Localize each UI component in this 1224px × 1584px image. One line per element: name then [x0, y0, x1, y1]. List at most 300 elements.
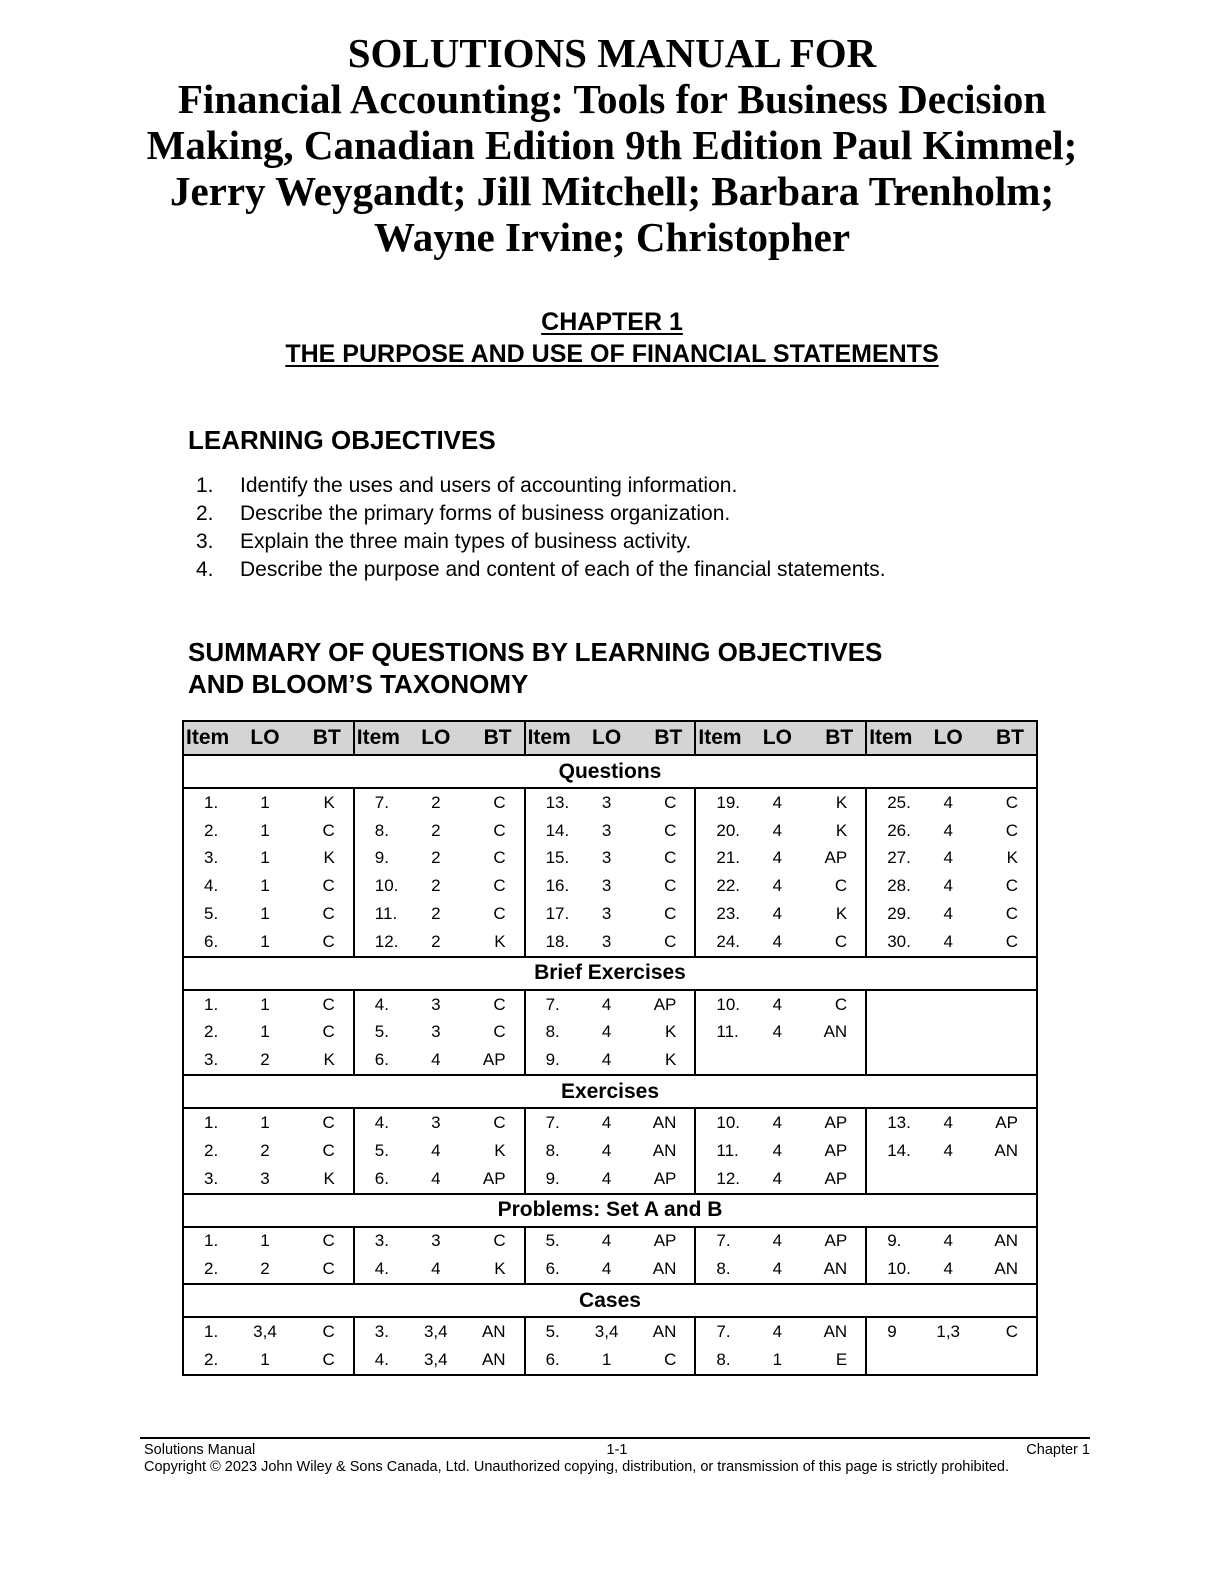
cell-item: 19. — [695, 788, 753, 817]
cell-bt: K — [289, 1165, 354, 1194]
cell-item: 12. — [354, 928, 412, 957]
cell-bt — [972, 1046, 1037, 1075]
cell-bt: C — [972, 872, 1037, 900]
cell-bt: C — [289, 1137, 354, 1165]
page-footer — [144, 1442, 1090, 1476]
cell-bt: C — [460, 817, 525, 845]
cell-lo: 4 — [943, 820, 953, 840]
cell-lo: 4 — [772, 876, 783, 896]
cell-bt: AN — [972, 1255, 1037, 1284]
cell-bt: AN — [460, 1317, 525, 1346]
cell-lo: 3,4 — [412, 1346, 460, 1375]
cell-bt: AN — [631, 1137, 696, 1165]
cell-lo: 3 — [601, 848, 612, 868]
cell-lo: 3 — [431, 1113, 441, 1133]
cell-item: 7. — [695, 1227, 753, 1256]
cell-bt: C — [972, 900, 1037, 928]
cell-item: 8. — [525, 1019, 583, 1047]
cell-lo: 1 — [260, 1231, 270, 1251]
cell-item: 25. — [866, 788, 924, 817]
cell-bt: AP — [631, 990, 696, 1019]
cell-bt — [972, 1165, 1037, 1194]
cell-item — [866, 1346, 924, 1375]
cell-item: 11. — [695, 1137, 753, 1165]
table-row — [183, 1108, 1037, 1137]
cell-bt: AN — [972, 1227, 1037, 1256]
cell-item: 3. — [354, 1227, 412, 1256]
cell-item: 11. — [695, 1019, 753, 1047]
cell-lo: 4 — [601, 1113, 612, 1133]
cell-item: 17. — [525, 900, 583, 928]
cell-item: 27. — [866, 845, 924, 873]
cell-item: 14. — [866, 1137, 924, 1165]
cell-item: 22. — [695, 872, 753, 900]
cell-lo: 4 — [772, 1231, 783, 1251]
cell-lo: 4 — [943, 876, 953, 896]
cell-item — [866, 1019, 924, 1047]
cell-bt: C — [631, 928, 696, 957]
cell-bt: C — [972, 817, 1037, 845]
cell-lo: 1 — [260, 848, 270, 868]
table-row — [183, 990, 1037, 1019]
title-line-4: Jerry Weygandt; Jill Mitchell; Barbara Trenholm; — [169, 168, 1055, 214]
cell-bt: C — [289, 1019, 354, 1047]
table-row — [183, 1137, 1037, 1165]
cell-lo: 1 — [260, 1113, 270, 1133]
cell-lo: 1 — [260, 994, 270, 1014]
cell-bt: K — [460, 1255, 525, 1284]
section-header-row — [183, 1075, 1037, 1108]
cell-lo: 4 — [772, 994, 783, 1014]
cell-lo: 4 — [943, 904, 953, 924]
cell-item: 14. — [525, 817, 583, 845]
cell-bt: C — [289, 872, 354, 900]
cell-bt: E — [801, 1346, 866, 1375]
cell-lo: 4 — [943, 1231, 953, 1251]
cell-lo: 4 — [412, 1046, 460, 1075]
cell-item: 6. — [183, 928, 241, 957]
cell-lo: 3 — [431, 994, 441, 1014]
column-header-bt: BT — [289, 721, 354, 755]
cell-bt: AN — [460, 1346, 525, 1375]
column-header-item: Item — [183, 721, 241, 755]
cell-bt: AP — [801, 1165, 866, 1194]
table-row — [183, 1165, 1037, 1194]
cell-item — [866, 1046, 924, 1075]
cell-item: 8. — [695, 1346, 753, 1375]
section-title: Questions — [183, 755, 1037, 788]
cell-item: 23. — [695, 900, 753, 928]
section-title: Problems: Set A and B — [183, 1194, 1037, 1227]
cell-bt: K — [460, 928, 525, 957]
document-title — [60, 30, 1164, 260]
section-title: Exercises — [183, 1075, 1037, 1108]
cell-item: 9. — [525, 1046, 583, 1075]
cell-item: 9. — [354, 845, 412, 873]
cell-item: 6. — [354, 1165, 412, 1194]
table-row — [183, 1227, 1037, 1256]
cell-item: 9. — [525, 1165, 583, 1194]
table-row — [183, 1255, 1037, 1284]
cell-lo: 1 — [753, 1346, 801, 1375]
cell-bt: C — [289, 817, 354, 845]
cell-bt: C — [801, 872, 866, 900]
cell-item: 5. — [525, 1227, 583, 1256]
cell-bt: AN — [631, 1317, 696, 1346]
cell-bt: K — [631, 1019, 696, 1047]
learning-objectives-list — [196, 472, 886, 584]
blooms-taxonomy-table — [182, 720, 1038, 1376]
cell-item: 9. — [866, 1227, 924, 1256]
cell-lo — [924, 1019, 972, 1047]
cell-lo: 2 — [412, 928, 460, 957]
cell-bt: AN — [631, 1108, 696, 1137]
column-header-item: Item — [525, 721, 583, 755]
cell-lo — [924, 1346, 972, 1375]
list-item: 3. Explain the three main types of business activity. — [196, 530, 692, 553]
cell-lo: 3,4 — [253, 1322, 277, 1342]
cell-bt: C — [631, 788, 696, 817]
cell-bt — [972, 990, 1037, 1019]
cell-item: 24. — [695, 928, 753, 957]
cell-lo: 4 — [753, 928, 801, 957]
cell-lo: 3 — [583, 928, 631, 957]
cell-bt — [972, 1346, 1037, 1375]
cell-bt: AP — [801, 845, 866, 873]
cell-bt: AP — [460, 1165, 525, 1194]
cell-bt: AN — [631, 1255, 696, 1284]
section-title: Brief Exercises — [183, 957, 1037, 990]
cell-bt: C — [289, 1317, 354, 1346]
chapter-number: CHAPTER 1 — [541, 308, 683, 336]
cell-bt: K — [289, 845, 354, 873]
cell-item: 4. — [354, 990, 412, 1019]
cell-bt: C — [972, 928, 1037, 957]
cell-lo: 4 — [772, 904, 783, 924]
section-title: Cases — [183, 1284, 1037, 1317]
cell-item: 6. — [525, 1346, 583, 1375]
cell-lo: 4 — [772, 1322, 783, 1342]
cell-lo — [924, 1046, 972, 1075]
footer-right: Chapter 1 — [1026, 1442, 1090, 1458]
chapter-heading — [60, 306, 1164, 370]
cell-lo: 4 — [943, 848, 953, 868]
summary-heading: SUMMARY OF QUESTIONS BY LEARNING OBJECTIVES AND BLOOM’S TAXONOMY — [188, 637, 883, 699]
cell-item: 1. — [183, 788, 241, 817]
cell-item: 13. — [866, 1108, 924, 1137]
cell-bt: C — [460, 990, 525, 1019]
column-header-lo: LO — [753, 721, 801, 755]
column-header-bt: BT — [972, 721, 1037, 755]
chapter-name: THE PURPOSE AND USE OF FINANCIAL STATEMENTS — [285, 340, 939, 368]
cell-item: 4. — [183, 872, 241, 900]
cell-lo: 4 — [943, 1140, 953, 1160]
copyright-notice: Copyright © 2023 John Wiley & Sons Canada, Ltd. Unauthorized copying, distribution, or transmission of this page is strictly prohibited. — [144, 1459, 1010, 1475]
cell-bt: K — [289, 1046, 354, 1075]
cell-bt: K — [972, 845, 1037, 873]
title-line-5: Wayne Irvine; Christopher — [373, 214, 851, 260]
cell-bt: C — [289, 990, 354, 1019]
cell-bt — [801, 1046, 866, 1075]
cell-lo: 2 — [241, 1255, 289, 1284]
cell-lo: 1 — [583, 1346, 631, 1375]
cell-item: 20. — [695, 817, 753, 845]
table-row — [183, 817, 1037, 845]
cell-item: 13. — [525, 788, 583, 817]
table-row — [183, 900, 1037, 928]
cell-item: 10. — [354, 872, 412, 900]
cell-lo: 3,4 — [594, 1322, 619, 1342]
cell-item: 4. — [354, 1346, 412, 1375]
cell-bt: C — [460, 900, 525, 928]
cell-lo: 4 — [943, 1113, 953, 1133]
cell-item: 3. — [183, 845, 241, 873]
cell-item: 30. — [866, 928, 924, 957]
cell-bt: C — [972, 1317, 1037, 1346]
cell-lo: 4 — [924, 1255, 972, 1284]
cell-lo: 4 — [943, 792, 953, 812]
cell-bt: AP — [801, 1227, 866, 1256]
cell-lo — [924, 1165, 972, 1194]
cell-lo: 3 — [601, 792, 612, 812]
cell-item: 7. — [525, 1108, 583, 1137]
cell-item: 10. — [695, 990, 753, 1019]
cell-item: 1. — [183, 1108, 241, 1137]
cell-item — [866, 1165, 924, 1194]
cell-bt: AP — [460, 1046, 525, 1075]
cell-item — [695, 1046, 753, 1075]
cell-lo: 3 — [601, 820, 612, 840]
column-header-item: Item — [866, 721, 924, 755]
cell-bt: C — [289, 1108, 354, 1137]
cell-bt: AP — [631, 1227, 696, 1256]
cell-lo: 3 — [241, 1165, 289, 1194]
table-header-row — [183, 721, 1037, 755]
cell-bt: C — [289, 928, 354, 957]
column-header-item: Item — [354, 721, 412, 755]
cell-lo: 3 — [601, 904, 612, 924]
cell-item: 8. — [525, 1137, 583, 1165]
cell-item: 2. — [183, 1346, 241, 1375]
cell-bt: K — [289, 788, 354, 817]
cell-lo: 3,4 — [423, 1322, 448, 1342]
cell-item: 4. — [354, 1108, 412, 1137]
cell-bt: C — [289, 1346, 354, 1375]
cell-item: 1. — [183, 1227, 241, 1256]
cell-item: 15. — [525, 845, 583, 873]
cell-bt: C — [289, 1255, 354, 1284]
cell-lo: 4 — [601, 1022, 612, 1042]
cell-bt: C — [460, 788, 525, 817]
cell-bt: AN — [801, 1019, 866, 1047]
section-header-row — [183, 1284, 1037, 1317]
cell-lo: 2 — [431, 820, 441, 840]
cell-lo: 3 — [431, 1231, 441, 1251]
table-body — [183, 755, 1037, 1375]
table-row — [183, 928, 1037, 957]
cell-lo: 4 — [924, 928, 972, 957]
cell-item: 7. — [695, 1317, 753, 1346]
footer-left: Solutions Manual — [144, 1442, 256, 1458]
cell-lo: 4 — [601, 1231, 612, 1251]
cell-bt: C — [801, 990, 866, 1019]
table-row — [183, 1317, 1037, 1346]
cell-lo: 4 — [412, 1255, 460, 1284]
cell-lo: 1,3 — [936, 1322, 960, 1342]
cell-lo: 4 — [772, 820, 783, 840]
cell-lo: 3 — [431, 1022, 441, 1042]
cell-lo: 1 — [260, 792, 270, 812]
cell-lo: 4 — [772, 1113, 783, 1133]
cell-item: 8. — [695, 1255, 753, 1284]
cell-bt: K — [801, 900, 866, 928]
cell-bt: K — [801, 817, 866, 845]
cell-bt: C — [801, 928, 866, 957]
column-header-item: Item — [695, 721, 753, 755]
column-header-lo: LO — [241, 721, 289, 755]
column-header-bt: BT — [460, 721, 525, 755]
cell-lo: 1 — [260, 876, 270, 896]
cell-lo: 4 — [772, 792, 783, 812]
cell-bt: C — [972, 788, 1037, 817]
cell-bt: C — [460, 1019, 525, 1047]
cell-item: 28. — [866, 872, 924, 900]
cell-bt: AN — [972, 1137, 1037, 1165]
title-line-1: SOLUTIONS MANUAL FOR — [347, 30, 877, 76]
cell-lo: 1 — [260, 820, 270, 840]
title-line-2: Financial Accounting: Tools for Business Decision — [177, 76, 1047, 122]
section-header-row — [183, 957, 1037, 990]
cell-item: 2. — [183, 817, 241, 845]
list-item: 1. Identify the uses and users of accounting information. — [196, 474, 738, 497]
cell-lo: 2 — [431, 904, 441, 924]
table-row — [183, 788, 1037, 817]
cell-item: 2. — [183, 1019, 241, 1047]
cell-item: 7. — [525, 990, 583, 1019]
cell-bt: C — [460, 872, 525, 900]
table-row — [183, 872, 1037, 900]
cell-lo: 4 — [601, 1140, 612, 1160]
cell-bt: C — [289, 1227, 354, 1256]
cell-item: 4. — [354, 1255, 412, 1284]
table-row — [183, 845, 1037, 873]
cell-bt: C — [460, 1227, 525, 1256]
column-header-lo: LO — [924, 721, 972, 755]
cell-bt: AP — [972, 1108, 1037, 1137]
cell-item: 8. — [354, 817, 412, 845]
cell-bt — [972, 1019, 1037, 1047]
list-item: 4. Describe the purpose and content of each of the financial statements. — [196, 558, 886, 581]
cell-item: 9 — [866, 1317, 924, 1346]
cell-item: 5. — [183, 900, 241, 928]
cell-item: 1. — [183, 990, 241, 1019]
cell-item: 12. — [695, 1165, 753, 1194]
cell-bt: AP — [631, 1165, 696, 1194]
cell-lo: 4 — [753, 1165, 801, 1194]
cell-bt: K — [801, 788, 866, 817]
cell-lo: 2 — [431, 792, 441, 812]
cell-bt: K — [631, 1046, 696, 1075]
cell-lo: 1 — [241, 928, 289, 957]
table-row — [183, 1019, 1037, 1047]
cell-lo — [753, 1046, 801, 1075]
cell-bt: C — [460, 1108, 525, 1137]
column-header-bt: BT — [801, 721, 866, 755]
cell-lo — [924, 990, 972, 1019]
cell-lo: 4 — [583, 1165, 631, 1194]
cell-item: 3. — [183, 1046, 241, 1075]
cell-lo: 2 — [431, 848, 441, 868]
cell-item: 10. — [866, 1255, 924, 1284]
cell-lo: 2 — [260, 1140, 270, 1160]
cell-bt: C — [460, 845, 525, 873]
learning-objectives-heading: LEARNING OBJECTIVES — [188, 425, 496, 455]
cell-lo: 4 — [753, 1255, 801, 1284]
cell-item: 5. — [354, 1137, 412, 1165]
cell-lo: 1 — [260, 1022, 270, 1042]
cell-bt: C — [289, 900, 354, 928]
cell-lo: 4 — [601, 994, 612, 1014]
section-header-row — [183, 755, 1037, 788]
cell-item: 5. — [525, 1317, 583, 1346]
cell-item: 7. — [354, 788, 412, 817]
section-header-row — [183, 1194, 1037, 1227]
cell-lo: 4 — [412, 1165, 460, 1194]
cell-item: 5. — [354, 1019, 412, 1047]
cell-lo: 1 — [260, 904, 270, 924]
cell-lo: 4 — [583, 1255, 631, 1284]
cell-lo: 4 — [772, 1140, 783, 1160]
cell-item: 2. — [183, 1137, 241, 1165]
cell-bt: C — [631, 817, 696, 845]
cell-item: 6. — [525, 1255, 583, 1284]
cell-item: 3. — [354, 1317, 412, 1346]
cell-item: 3. — [183, 1165, 241, 1194]
cell-lo: 2 — [431, 876, 441, 896]
cell-bt: AP — [801, 1137, 866, 1165]
footer-divider — [140, 1437, 1090, 1439]
cell-bt: AN — [801, 1317, 866, 1346]
page-number: 1-1 — [606, 1442, 628, 1458]
cell-bt: AN — [801, 1255, 866, 1284]
cell-bt: AP — [801, 1108, 866, 1137]
table-row — [183, 1046, 1037, 1075]
table-row — [183, 1346, 1037, 1375]
cell-item: 11. — [354, 900, 412, 928]
cell-item: 16. — [525, 872, 583, 900]
list-item: 2. Describe the primary forms of business organization. — [196, 502, 731, 525]
cell-lo: 4 — [772, 1022, 783, 1042]
cell-item: 29. — [866, 900, 924, 928]
cell-bt: C — [631, 872, 696, 900]
cell-bt: C — [631, 900, 696, 928]
cell-lo: 4 — [431, 1140, 441, 1160]
cell-lo: 4 — [772, 848, 783, 868]
column-header-lo: LO — [412, 721, 460, 755]
cell-item: 10. — [695, 1108, 753, 1137]
cell-bt: C — [631, 1346, 696, 1375]
cell-bt: C — [631, 845, 696, 873]
cell-lo: 4 — [583, 1046, 631, 1075]
cell-bt: K — [460, 1137, 525, 1165]
cell-item: 18. — [525, 928, 583, 957]
cell-item — [866, 990, 924, 1019]
cell-lo: 3 — [601, 876, 612, 896]
column-header-bt: BT — [631, 721, 696, 755]
title-line-3: Making, Canadian Edition 9th Edition Paul Kimmel; — [146, 122, 1078, 168]
cell-item: 1. — [183, 1317, 241, 1346]
column-header-lo: LO — [583, 721, 631, 755]
